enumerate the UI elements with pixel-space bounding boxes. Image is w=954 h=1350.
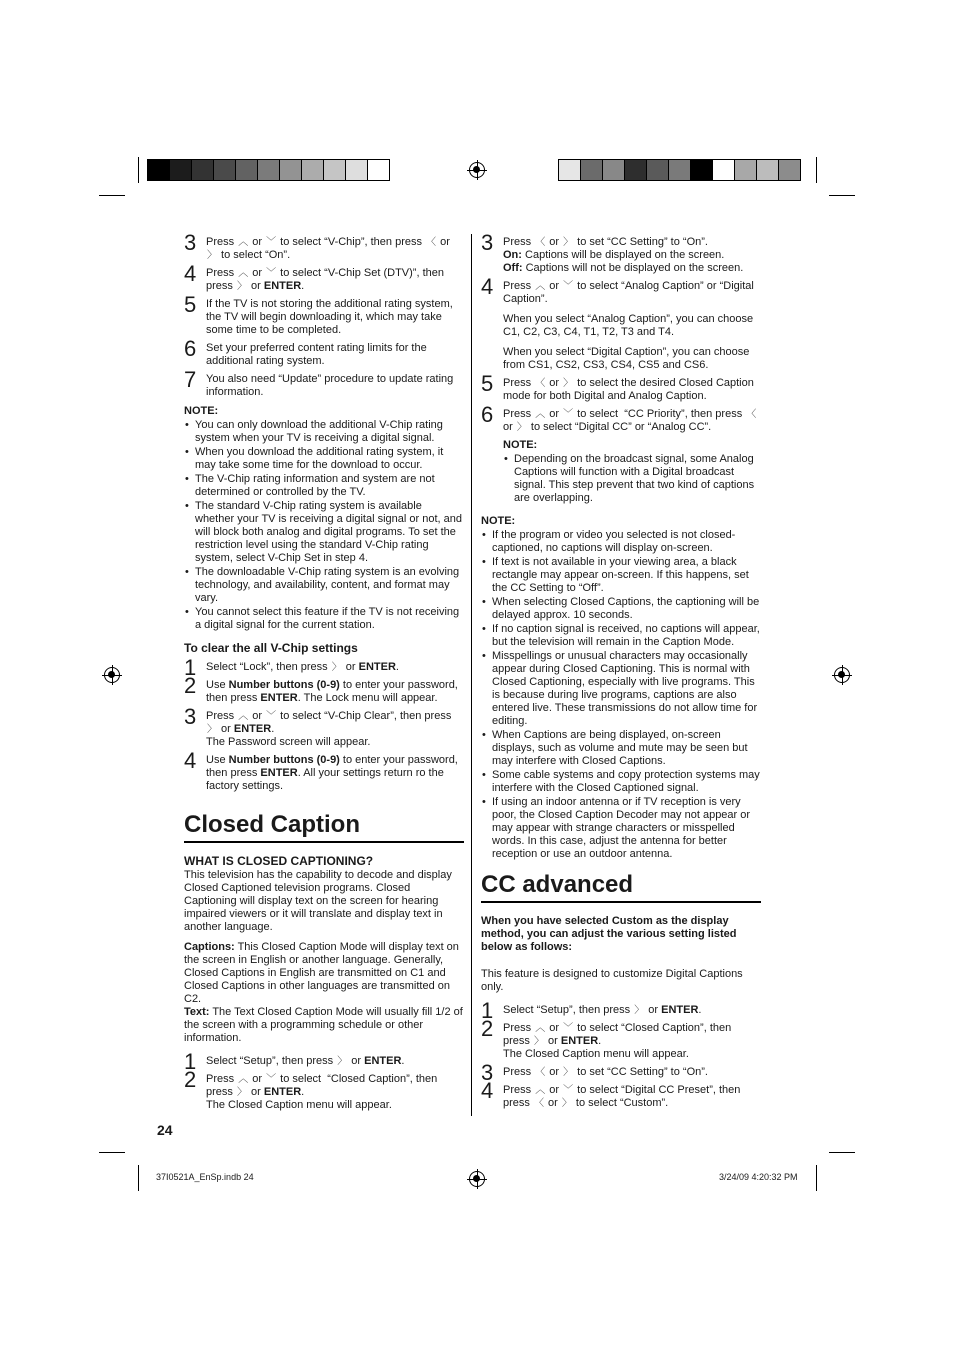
cc-setting-steps (481, 230, 761, 434)
step-text: You also need “Update” procedure to update rating information. (206, 373, 454, 398)
step-item (481, 1078, 761, 1110)
crop-mark-tl-v (138, 157, 139, 183)
step-number: 4 (481, 274, 494, 299)
step-item (481, 230, 761, 275)
list-item: • When Captions are being displayed, on-screen displays, such as volume and mute may be seen but may interfere with Closed Captions. (481, 729, 761, 768)
step-number: 3 (481, 1060, 494, 1085)
step-item (184, 1067, 464, 1112)
step-text: Press ︿ or ﹀ to select “CC Priority”, then press 〈 or 〉 to select “Digital CC” or “Analog CC”. (503, 408, 757, 433)
step-text: Press ︿ or ﹀ to select “Closed Caption”, then press 〉 or ENTER. The Closed Caption menu will appear. (206, 1073, 438, 1111)
step-number: 3 (184, 230, 197, 255)
step-item (481, 998, 761, 1023)
color-swatch (302, 160, 324, 180)
vchip-notes (184, 419, 464, 632)
step-number: 1 (184, 655, 197, 680)
color-swatch (170, 160, 192, 180)
registration-mark-top (469, 162, 485, 178)
color-swatch (713, 160, 735, 180)
closed-caption-steps (184, 1049, 464, 1112)
step-number: 3 (481, 230, 494, 255)
step-item (184, 1049, 464, 1074)
step-item (184, 292, 464, 337)
list-item: • You can only download the additional V-Chip rating system when your TV is receiving a digital signal. (184, 419, 464, 445)
step-text: Set your preferred content rating limits for the additional rating system. (206, 342, 427, 367)
clear-vchip-heading: To clear the all V-Chip settings (184, 641, 358, 655)
step-number: 4 (481, 1078, 494, 1103)
step-number: 1 (481, 998, 494, 1023)
color-swatch (258, 160, 280, 180)
color-swatch (214, 160, 236, 180)
inner-note-list (503, 453, 761, 505)
crop-mark-br-h (829, 1152, 855, 1153)
column-divider (471, 234, 472, 1116)
list-item: • Misspellings or unusual characters may occasionally appear during Closed Captioning. This is normal with Closed Captioning, especially with live programs. This is because during live programs, captions are also entered live. These transmissions do not allow time for editing. (481, 650, 761, 728)
color-swatch (346, 160, 368, 180)
list-item: • Some cable systems and copy protection systems may interfere with the Closed Captioned signal. (481, 769, 761, 795)
crop-mark-tr-h (829, 195, 855, 196)
cc-advanced-steps (481, 998, 761, 1110)
footer-file: 37I0521A_EnSp.indb 24 (156, 1172, 254, 1182)
step-number: 3 (184, 704, 197, 729)
step-text: Press ︿ or ﹀ to select “V-Chip”, then press 〈 or 〉 to select “On”. (206, 236, 450, 261)
color-swatch (647, 160, 669, 180)
color-swatch (148, 160, 170, 180)
footer-stamp: 3/24/09 4:20:32 PM (719, 1172, 798, 1182)
list-item: • If the program or video you selected is not closed-captioned, no captions will display on-screen. (481, 529, 761, 555)
step-number: 6 (481, 402, 494, 427)
step-item (481, 1016, 761, 1061)
step-item (481, 274, 761, 372)
step-item (481, 402, 761, 434)
step-item (184, 704, 464, 749)
color-swatch (779, 160, 800, 180)
note-label: NOTE: (184, 405, 219, 417)
crop-mark-tr-v (816, 157, 817, 183)
step-item (481, 371, 761, 403)
closed-caption-title: Closed Caption (184, 811, 464, 843)
step-text: Select “Lock”, then press 〉 or ENTER. (206, 661, 399, 673)
color-bars-left (147, 159, 390, 181)
step-number: 5 (184, 292, 197, 317)
note-label: NOTE: (481, 515, 516, 527)
inner-note-label: NOTE: (503, 439, 538, 451)
color-swatch (581, 160, 603, 180)
step-text: Use Number buttons (0-9) to enter your password, then press ENTER. The Lock menu will appear. (206, 679, 458, 704)
step-number: 5 (481, 371, 494, 396)
color-swatch (603, 160, 625, 180)
step-item (184, 673, 464, 705)
step-number: 6 (184, 336, 197, 361)
vchip-steps (184, 230, 464, 399)
cc-advanced-intro: When you have selected Custom as the display method, you can adjust the various setting listed below as follows: (481, 915, 737, 953)
list-item: • The downloadable V-Chip rating system is an evolving technology, and availability, content, and format may vary. (184, 566, 464, 605)
step-item (184, 655, 464, 680)
inner-note (481, 439, 761, 505)
color-swatch (757, 160, 779, 180)
crop-mark-tl-h (99, 195, 125, 196)
cc-advanced-title: CC advanced (481, 871, 761, 903)
left-column (184, 230, 464, 1117)
step-text: Press ︿ or ﹀ to select “Closed Caption”, then press 〉 or ENTER. The Closed Caption menu will appear. (503, 1022, 732, 1060)
step-number: 4 (184, 748, 197, 773)
step-item (481, 1060, 761, 1085)
color-swatch (735, 160, 757, 180)
color-swatch (192, 160, 214, 180)
step-text: Select “Setup”, then press 〉 or ENTER. (503, 1004, 702, 1016)
registration-mark-bottom (469, 1171, 485, 1187)
color-swatch (368, 160, 389, 180)
step-item (184, 230, 464, 262)
page-number: 24 (157, 1122, 173, 1138)
cc-notes (481, 529, 761, 861)
list-item: • The standard V-Chip rating system is available whether your TV is receiving a digital signal or not, and will block both analog and digital programs. To set the restriction level using the standard V-Chip rating system, select V-Chip Set in step 4. (184, 500, 464, 565)
list-item: • When selecting Closed Captions, the captioning will be delayed approx. 10 seconds. (481, 596, 761, 622)
step-text: Press ︿ or ﹀ to select “V-Chip Set (DTV)”, then press 〉 or ENTER. (206, 267, 444, 292)
step-item (184, 748, 464, 793)
step-text: Press ︿ or ﹀ to select “V-Chip Clear”, then press 〉 or ENTER. The Password screen will appear. (206, 710, 452, 748)
step-text: Press ︿ or ﹀ to select “Analog Caption” or “Digital Caption”. When you select “Analog Caption”, you can choose C1, C2, C3, C4, T1, T2, T3 and T4. When you select “Digital Caption”, you can choose from CS1, CS2, CS3, CS4, CS5 and CS6. (503, 280, 754, 371)
color-swatch (669, 160, 691, 180)
step-number: 7 (184, 367, 197, 392)
step-text: If the TV is not storing the additional rating system, the TV will begin downloading it, which may take some time to be completed. (206, 298, 453, 336)
list-item: • If using an indoor antenna or if TV reception is very poor, the Closed Caption Decoder may not appear or may appear with strange characters or misspelled words. In this case, adjust the antenna for better reception or use an outdoor antenna. (481, 796, 761, 861)
registration-mark-right (834, 667, 850, 683)
what-is-cc-text: This television has the capability to decode and display Closed Captioned television programs. Closed Captioning will display text on the screen for hearing impaired viewers or it will translate and display text in another language. (184, 869, 452, 933)
crop-mark-br-v (816, 1165, 817, 1191)
list-item: • If text is not available in your viewing area, a black rectangle may appear on-screen. If this happens, set the CC Setting to “Off”. (481, 556, 761, 595)
color-swatch (236, 160, 258, 180)
step-number: 4 (184, 261, 197, 286)
step-text: Use Number buttons (0-9) to enter your password, then press ENTER. All your settings return ro the factory settings. (206, 754, 458, 792)
list-item: • You cannot select this feature if the TV is not receiving a digital signal for the current station. (184, 606, 464, 632)
crop-mark-bl-v (138, 1165, 139, 1191)
crop-mark-bl-h (99, 1152, 125, 1153)
color-swatch (625, 160, 647, 180)
step-text: Press ︿ or ﹀ to select “Digital CC Preset”, then press 〈 or 〉 to select “Custom”. (503, 1084, 741, 1109)
color-swatch (559, 160, 581, 180)
list-item: • Depending on the broadcast signal, some Analog Captions will function with a Digital broadcast signal. This step prevent that two kind of captions are overlapping. (503, 453, 761, 505)
step-number: 2 (481, 1016, 494, 1041)
step-text: Select “Setup”, then press 〉 or ENTER. (206, 1055, 405, 1067)
captions-text-modes: Captions: This Closed Caption Mode will display text on the screen in English or another language. Generally, Closed Captions in English are transmitted on C1 and Closed Captions in other languages are transmitted on C2. Text: The Text Closed Caption Mode will usually fill 1/2 of the screen with a programming schedule or other information. (184, 941, 463, 1044)
step-text: Press 〈 or 〉 to select the desired Closed Caption mode for both Digital and Analog Caption. (503, 377, 754, 402)
color-swatch (691, 160, 713, 180)
color-swatch (280, 160, 302, 180)
step-number: 2 (184, 1067, 197, 1092)
step-item (184, 336, 464, 368)
step-number: 1 (184, 1049, 197, 1074)
color-bars-right (558, 159, 801, 181)
clear-vchip-steps (184, 655, 464, 793)
step-item (184, 367, 464, 399)
cc-advanced-text: This feature is designed to customize Digital Captions only. (481, 968, 743, 993)
what-is-cc-heading: WHAT IS CLOSED CAPTIONING? (184, 854, 374, 868)
color-swatch (324, 160, 346, 180)
step-text: Press 〈 or 〉 to set “CC Setting” to “On”. (503, 1066, 708, 1078)
step-text: Press 〈 or 〉 to set “CC Setting” to “On”. On: Captions will be displayed on the screen. Off: Captions will not be displayed on the screen. (503, 236, 744, 274)
list-item: • If no caption signal is received, no captions will appear, but the television will remain in the Caption Mode. (481, 623, 761, 649)
step-number: 2 (184, 673, 197, 698)
list-item: • The V-Chip rating information and system are not determined or controlled by the TV. (184, 473, 464, 499)
right-column (481, 230, 761, 1115)
registration-mark-left (104, 667, 120, 683)
list-item: • When you download the additional rating system, it may take some time for the download to occur. (184, 446, 464, 472)
step-item (184, 261, 464, 293)
